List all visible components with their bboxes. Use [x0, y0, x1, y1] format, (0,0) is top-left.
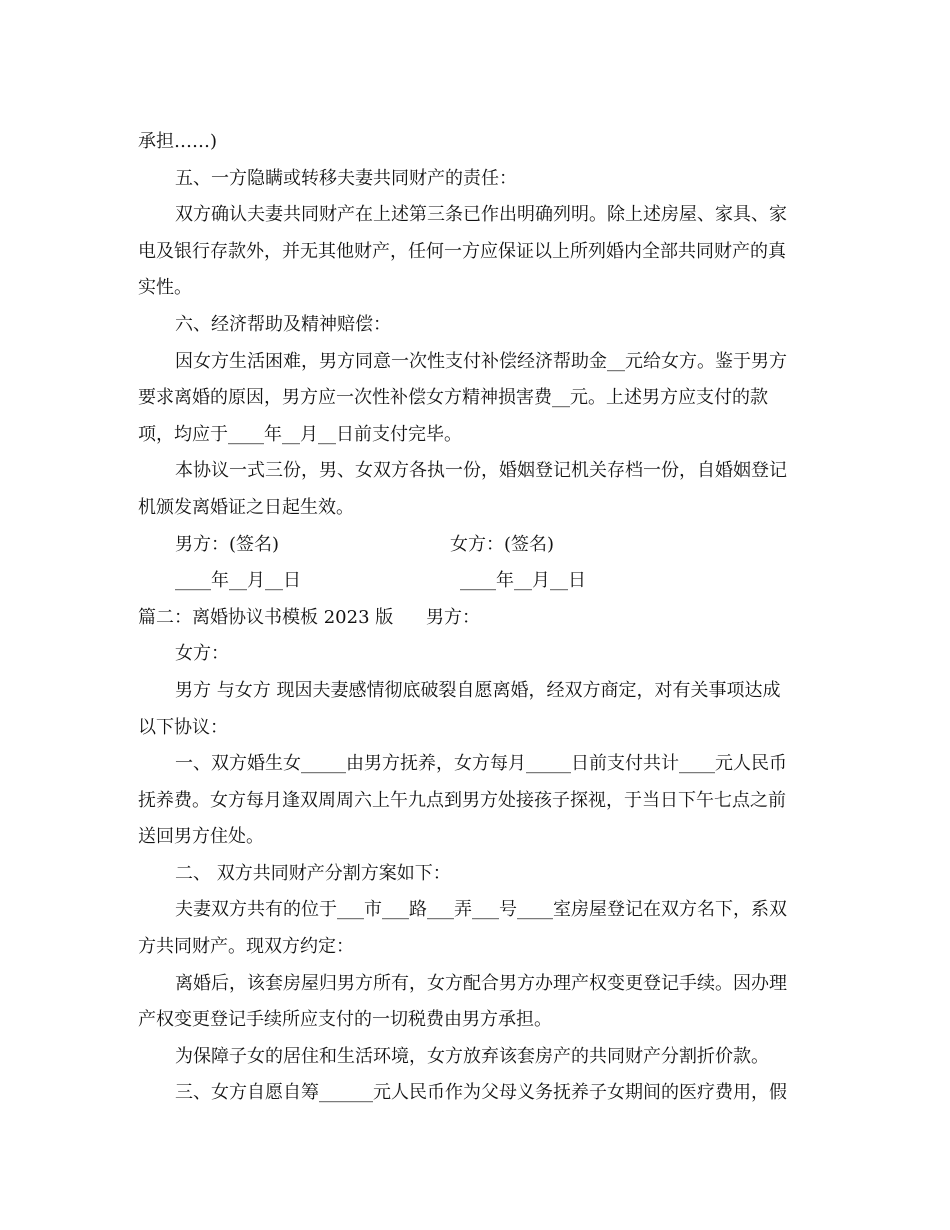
paragraph-line: 方共同财产。现双方约定： [138, 936, 354, 958]
paragraph-line: 因女方生活困难，男方同意一次性支付补偿经济帮助金__元给女方。鉴于男方 [175, 350, 787, 372]
document-body [138, 124, 813, 1112]
section-heading: 六、经济帮助及精神赔偿： [175, 313, 391, 335]
man-date-field: ____年__月__日 [175, 570, 301, 592]
paragraph-line: 为保障子女的居住和生活环境，女方放弃该套房产的共同财产分割折价款。 [175, 1045, 769, 1067]
paragraph-line: 抚养费。女方每月逢双周周六上午九点到男方处接孩子探视，于当日下午七点之前 [138, 789, 786, 811]
woman-label: 女方： [175, 643, 229, 665]
section-heading: 二、 双方共同财产分割方案如下： [175, 862, 451, 884]
paragraph-line: 三、女方自愿自筹______元人民币作为父母义务抚养子女期间的医疗费用，假 [175, 1082, 787, 1104]
paragraph-line: 夫妻双方共有的位于___市___路___弄___号____室房屋登记在双方名下，系双 [175, 899, 787, 921]
date-row [138, 563, 813, 600]
section-two-header [138, 600, 813, 637]
paragraph-line: 机颁发离婚证之日起生效。 [138, 496, 354, 518]
paragraph-line: 要求离婚的原因，男方应一次性补偿女方精神损害费__元。上述男方应支付的款 [138, 387, 768, 409]
paragraph-line: 以下协议： [138, 716, 228, 738]
paragraph-line: 男方 与女方 现因夫妻感情彻底破裂自愿离婚，经双方商定，对有关事项达成 [175, 679, 781, 701]
text-line: 承担……) [138, 131, 218, 152]
paragraph-line: 产权变更登记手续所应支付的一切税费由男方承担。 [138, 1009, 552, 1031]
signature-row [138, 527, 813, 564]
man-signature-label: 男方：(签名) [175, 533, 280, 555]
paragraph-line: 双方确认夫妻共同财产在上述第三条已作出明确列明。除上述房屋、家具、家 [175, 204, 787, 226]
woman-date-field: ____年__月__日 [460, 570, 586, 592]
section-two-title: 篇二：离婚协议书模板 2023 版 [138, 606, 394, 628]
section-heading: 五、一方隐瞒或转移夫妻共同财产的责任： [175, 167, 517, 189]
section-two-man-label: 男方： [426, 606, 480, 628]
paragraph-line: 电及银行存款外，并无其他财产，任何一方应保证以上所列婚内全部共同财产的真 [138, 240, 786, 262]
paragraph-line: 离婚后，该套房屋归男方所有，女方配合男方办理产权变更登记手续。因办理 [175, 972, 787, 994]
paragraph-line: 一、双方婚生女_____由男方抚养，女方每月_____日前支付共计____元人民币 [175, 753, 787, 775]
paragraph-line: 送回男方住处。 [138, 826, 264, 848]
paragraph-line: 本协议一式三份，男、女双方各执一份，婚姻登记机关存档一份，自婚姻登记 [175, 460, 787, 482]
woman-signature-label: 女方：(签名) [450, 533, 555, 555]
paragraph-line: 项，均应于____年__月__日前支付完毕。 [138, 423, 462, 445]
paragraph-line: 实性。 [138, 277, 192, 299]
